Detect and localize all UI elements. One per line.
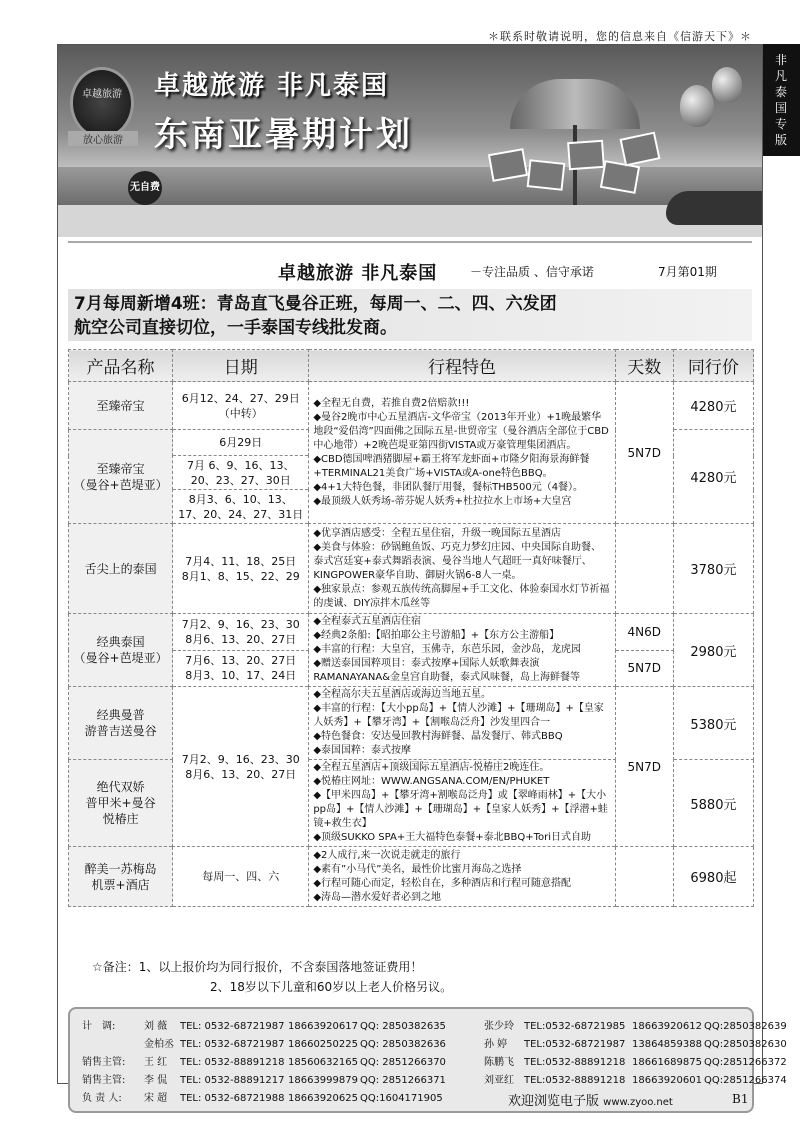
product-features [309,382,615,524]
feature-line: ◆优享酒店感受：全程五星住宿，升级一晚国际五星酒店 [313,527,562,539]
col-product: 产品名称 [69,350,173,382]
feature-line: ◆【甲米四岛】+【攀牙湾+割喉岛泛舟】或【翠峰雨林】+【大小pp岛】+【情人沙滩】+【珊瑚岛】+【皇家人妖秀】+【浮潜+蛙镜+救生衣】 [313,790,608,829]
product-price: 4280元 [673,382,753,430]
side-tab-char: 国 [774,101,787,115]
product-name: 至臻帝宝 [69,382,173,430]
date-line: 8月3、10、17、24日 [185,669,297,683]
feature-line: ◆美食与体验：砂锅鲍鱼饭、巧克力梦幻庄园、中央国际自助餐、泰式宫廷宴+泰式舞蹈表演、曼谷当地人气超旺一真好味餐厅、KINGPOWER豪华自助、御厨火锅6-8人一桌。 [313,541,602,581]
product-days: 5N7D [615,382,673,524]
photo [488,148,528,182]
contact-qq: QQ:1604171905 [360,1093,443,1104]
feature-line: ◆素有”小马代”美名，最性价比蜜月海岛之选择 [313,863,522,875]
contact-qq: QQ: 2851266370 [360,1057,446,1068]
side-tab-char: 专 [774,117,787,131]
product-days: 5N7D [615,650,673,687]
date-line: 7月 6、9、16、13、 [186,458,295,472]
product-price: 3780元 [673,524,753,614]
logo-text: 卓越旅游 [82,89,122,100]
feature-line: ◆全程五星酒店+顶级国际五星酒店-悦椿庄2晚连住。 [313,762,550,773]
header-strip [68,241,752,287]
balloon-image [712,67,742,103]
product-name-line: （曼谷+芭堤亚） [73,651,168,665]
contact-qq: QQ:2851266372 [704,1057,787,1068]
date-line: 8月6、13、20、27日 [185,767,297,781]
product-table [68,349,754,907]
product-dates [173,490,309,524]
product-days [615,847,673,907]
contact-mobile: 18660250225 [288,1039,358,1050]
contact-row [82,1073,800,1089]
contact-name: 孙 婷 [484,1039,508,1050]
contact-name: 张少玲 [484,1021,514,1032]
product-dates [173,614,309,651]
date-line: 6月29日 [219,436,263,449]
photo [600,160,640,194]
footer-site[interactable]: www.zyoo.net [603,1097,673,1108]
banner-title-2: 东南亚暑期计划 [154,115,413,155]
feature-line: ◆泰国国粹：泰式按摩 [313,745,412,756]
issue-number: 7月第01期 [658,265,717,279]
feature-line: ◆4+1大特色餐，非团队餐厅用餐，餐标THB500元（4餐）。 [313,481,584,493]
date-line: 8月3、6、10、13、 [188,492,293,506]
product-name: 舌尖上的泰国 [69,524,173,614]
announcement-line-1: 7月每周新增4班：青岛直飞曼谷正班，每周一、二、四、六发团 [74,294,557,314]
contact-tel: TEL:0532-88891218 [524,1057,626,1068]
note-line-2: 2、18岁以下儿童和60岁以上老人价格另议。 [210,980,453,994]
feature-line: ◆丰富的行程：【大小pp岛】+【情人沙滩】+【珊瑚岛】+【皇家人妖秀】+【攀牙湾】+【割喉岛泛舟】沙发里四合一 [313,703,604,728]
side-tab-char: 非 [774,53,787,67]
note-line-1: ☆备注：1、以上报价均为同行报价，不含泰国落地签证费用！ [92,960,423,974]
side-tab [762,44,800,156]
table-row [69,382,754,430]
product-name-line: 经典曼普 [96,708,145,722]
sand [58,205,762,237]
feature-line: ◆经典2条船:【昭拍耶公主号游船】+【东方公主游船】 [313,630,560,641]
contact-role: 销售主管: [82,1057,126,1068]
contact-name: 宋 超 [144,1093,168,1104]
announcement [68,289,752,341]
contact-row [82,1019,800,1035]
product-price: 2980元 [673,614,753,687]
col-date: 日期 [173,350,309,382]
feature-line: ◆涛岛—潜水爱好者必到之地 [313,891,442,903]
product-name-line: 普甲米+曼谷 [85,796,156,810]
contact-tel: TEL: 0532-68721987 [180,1021,285,1032]
date-line: 8月1、8、15、22、29 [181,569,300,583]
product-days: 5N7D [615,687,673,847]
date-line: 20、23、27、30日 [190,473,291,487]
contact-mobile: 18663920617 [288,1021,358,1032]
boat-image [666,191,762,225]
table-row [69,614,754,651]
feature-line: ◆全程无自费，若推自费2倍赔款!!! [313,397,470,409]
contact-qq: QQ:2851266374 [704,1075,787,1086]
feature-line: ◆全程高尔夫五星酒店或海边当地五星。 [313,689,492,700]
product-dates [173,524,309,614]
table-header [69,350,754,382]
date-line: （中转） [218,406,263,420]
contact-row [82,1037,800,1053]
notes [68,957,754,1001]
product-name [69,847,173,907]
product-days: 4N6D [615,614,673,651]
contact-tel: TEL:0532-68721985 [524,1021,626,1032]
feature-line: ◆顶级SUKKO SPA+王大福特色泰餐+泰北BBQ+Tori日式自助 [313,832,592,843]
contact-mobile: 18560632165 [288,1057,358,1068]
contact-tel: TEL: 0532-68721987 [180,1039,285,1050]
contact-role: 销售主管: [82,1075,126,1086]
product-price: 5880元 [673,760,753,847]
feature-line: ◆赠送泰国国粹项目：泰式按摩+国际人妖歌舞表演 [313,658,540,669]
product-dates [173,430,309,456]
product-days [615,524,673,614]
contact-mobile: 18663999879 [288,1075,358,1086]
product-features [309,687,615,760]
contact-qq: QQ:2850382630 [704,1039,787,1050]
contact-mobile: 18661689875 [632,1057,702,1068]
feature-line: ◆2人成行,来一次说走就走的旅行 [313,849,461,861]
page-number: B1 [732,1092,749,1106]
banner [58,45,762,237]
banner-title-1: 卓越旅游 非凡泰国 [154,71,390,101]
feature-line: RAMANAYANA&金皇宫自助餐，泰式风味餐，岛上海鲜餐等 [313,672,581,683]
contact-name: 金柏丞 [144,1039,174,1050]
date-line: 每周一、四、六 [202,870,280,883]
product-features [309,760,615,847]
contact-row [82,1091,484,1107]
date-line: 17、20、24、27、31日 [178,507,304,521]
balloon-image [680,85,714,127]
contact-qq: QQ:2850382639 [704,1021,787,1032]
footer [508,1090,673,1109]
product-name-line: 机票+酒店 [91,877,150,892]
header-title: 卓越旅游 非凡泰国 [278,263,438,284]
feature-line: ◆CBD德国啤酒猪脚屋+霸王将军龙虾面+市隆夕阳海景海鲜餐+TERMINAL21美食广场+VISTA或A-one特色BBQ。 [313,453,590,479]
product-dates [173,650,309,687]
header-slogan: －专注品质 、信守承诺 [470,265,594,279]
product-name-line: 悦椿庄 [102,812,139,826]
col-days: 天数 [615,350,673,382]
product-name-line: 至臻帝宝 [96,461,145,476]
announcement-line-2: 航空公司直接切位，一手泰国专线批发商。 [74,318,397,338]
side-tab-char: 凡 [774,69,787,83]
date-line: 6月12、24、27、29日 [181,391,300,405]
product-name [69,687,173,760]
col-features: 行程特色 [309,350,615,382]
contact-mobile: 18663920612 [632,1021,702,1032]
date-line: 7月2、9、16、23、30 [181,752,300,766]
contact-name: 王 红 [144,1057,168,1068]
feature-line: ◆特色餐食：安达曼回教村海鲜餐、晶发餐厅、韩式BBQ [313,731,563,742]
contact-name: 陈鹏飞 [484,1057,514,1068]
contact-tel: TEL:0532-68721987 [524,1039,626,1050]
product-features [309,614,615,687]
product-price: 4280元 [673,430,753,524]
table-row [69,524,754,614]
footer-welcome: 欢迎浏览电子版 [508,1094,600,1109]
photo [527,159,566,191]
side-tab-char: 版 [774,133,787,147]
contact-name: 刘亚红 [484,1075,514,1086]
product-dates [173,847,309,907]
contact-qq: QQ: 2850382636 [360,1039,446,1050]
feature-line: ◆行程可随心而定，轻松自在，多种酒店和行程可随意搭配 [313,877,572,889]
product-dates [173,687,309,847]
product-name [69,760,173,847]
umbrella-image [510,79,640,129]
photo [567,140,605,170]
photo-collage [490,133,660,193]
contact-qq: QQ: 2850382635 [360,1021,446,1032]
contact-row [82,1055,800,1071]
contact-qq: QQ: 2851266371 [360,1075,446,1086]
contact-tel: TEL: 0532-88891217 [180,1075,285,1086]
product-dates [173,382,309,430]
top-note: ＊联系时敬请说明，您的信息来自《信游天下》＊ [488,30,752,43]
side-tab-char: 泰 [774,85,787,99]
product-features [309,847,615,907]
product-name-line: 经典泰国 [96,635,145,649]
table-row [69,687,754,760]
feature-line: ◆丰富的行程：大皇宫，玉佛寺，东芭乐园，金沙岛，龙虎园 [313,644,582,655]
contact-name: 李 侃 [144,1075,168,1086]
date-line: 7月6、13、20、27日 [185,654,297,668]
feature-line: ◆曼谷2晚市中心五星酒店-文华帝宝（2013年开业）+1晚最繁华地段“爱侣湾”四面佛之国际五星-世贸帝宝（曼谷酒店全部位于CBD中心地带）+2晚芭堤亚第四街VISTA或万豪管理集团酒店。 [313,411,609,451]
contact-mobile: 18663920625 [288,1093,358,1104]
date-line: 7月4、11、18、25日 [185,554,297,568]
product-name-line: 醉美一苏梅岛 [84,861,157,876]
product-name-line: 绝代双娇 [96,780,145,794]
date-line: 7月2、9、16、23、30 [181,617,300,631]
product-name-line: （曼谷+芭堤亚） [73,477,168,492]
feature-line: ◆独家景点：参观五族传统高脚屋+手工文化、体验泰国水灯节祈福的虔诚、DIY凉拌木瓜丝等 [313,583,610,609]
contact-mobile: 13864859388 [632,1039,702,1050]
logo [70,67,134,139]
product-name [69,430,173,524]
feature-line: ◆最顶级人妖秀场-蒂芬妮人妖秀+杜拉拉水上市场+大皇宫 [313,495,572,507]
contact-tel: TEL: 0532-68721988 [180,1093,285,1104]
table-row [69,847,754,907]
col-price: 同行价 [673,350,753,382]
contact-tel: TEL: 0532-88891218 [180,1057,285,1068]
contact-tel: TEL:0532-88891218 [524,1075,626,1086]
product-price: 6980起 [673,847,753,907]
logo-sub: 放心旅游 [68,131,138,146]
feature-line: ◆悦椿庄网址：WWW.ANGSANA.COM/EN/PHUKET [313,776,550,787]
product-dates [173,456,309,490]
product-price: 5380元 [673,687,753,760]
no-extra-fee-badge: 无自费 [128,171,162,205]
contact-role: 计 调: [82,1021,116,1032]
feature-line: ◆全程泰式五星酒店住宿 [313,616,422,627]
product-name-line: 游普吉送曼谷 [84,724,157,738]
contact-role: 负 责 人: [82,1093,122,1104]
product-features [309,524,615,614]
contact-name: 刘 薇 [144,1021,168,1032]
product-name [69,614,173,687]
date-line: 8月6、13、20、27日 [185,632,297,646]
contact-mobile: 18663920601 [632,1075,702,1086]
photo [619,132,660,167]
